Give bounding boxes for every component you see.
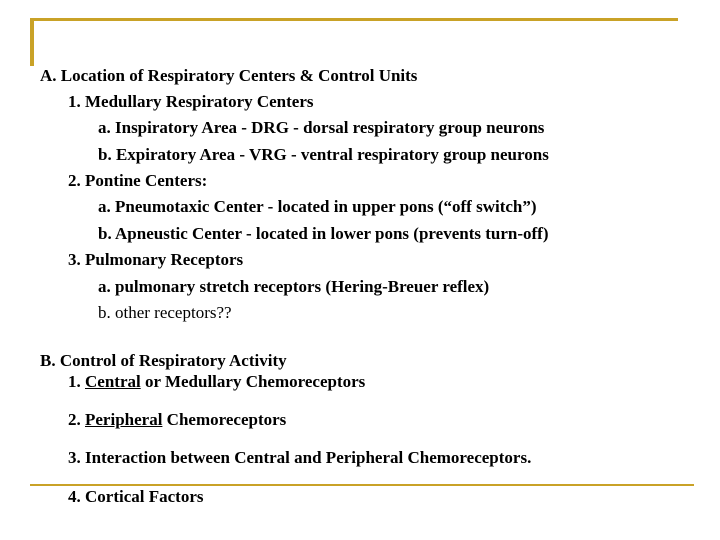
decorative-bottom-rule <box>30 484 694 486</box>
decorative-vertical-bar <box>30 18 34 66</box>
section-b-item-3: 3. Interaction between Central and Peripheral Chemoreceptors. <box>68 448 532 467</box>
section-b-heading: B. Control of Respiratory Activity <box>40 351 287 370</box>
section-b-item-4: 4. Cortical Factors <box>68 487 204 506</box>
decorative-top-rule <box>30 18 678 21</box>
section-b-item-2-rest: Chemoreceptors <box>162 410 287 429</box>
section-a-item-1b: b. Expiratory Area - VRG - ventral respiratory group neurons <box>98 145 549 164</box>
section-a-item-3a: a. pulmonary stretch receptors (Hering-Breuer reflex) <box>98 277 490 296</box>
section-a-heading: A. Location of Respiratory Centers & Control Units <box>40 66 418 85</box>
section-a-item-1a: a. Inspiratory Area - DRG - dorsal respiratory group neurons <box>98 118 545 137</box>
section-b-item-1-prefix: 1. <box>68 372 85 391</box>
section-a-item-2b: b. Apneustic Center - located in lower pons (prevents turn-off) <box>98 224 549 243</box>
section-a-item-3b: b. other receptors?? <box>98 303 232 322</box>
section-b-item-1-rest: or Medullary Chemoreceptors <box>140 372 366 391</box>
section-b-item-2-prefix: 2. <box>68 410 85 429</box>
section-b-item-1 <box>68 372 365 392</box>
section-a-item-2-title: 2. Pontine Centers: <box>68 171 208 190</box>
section-b-item-2 <box>68 410 286 430</box>
section-a-item-1-title: 1. Medullary Respiratory Centers <box>68 92 314 111</box>
section-b-item-1-underlined: Central <box>85 372 141 391</box>
section-a-item-2a: a. Pneumotaxic Center - located in upper pons (“off switch”) <box>98 197 537 216</box>
section-a-item-3-title: 3. Pulmonary Receptors <box>68 250 244 269</box>
section-b-item-2-underlined: Peripheral <box>85 410 163 429</box>
